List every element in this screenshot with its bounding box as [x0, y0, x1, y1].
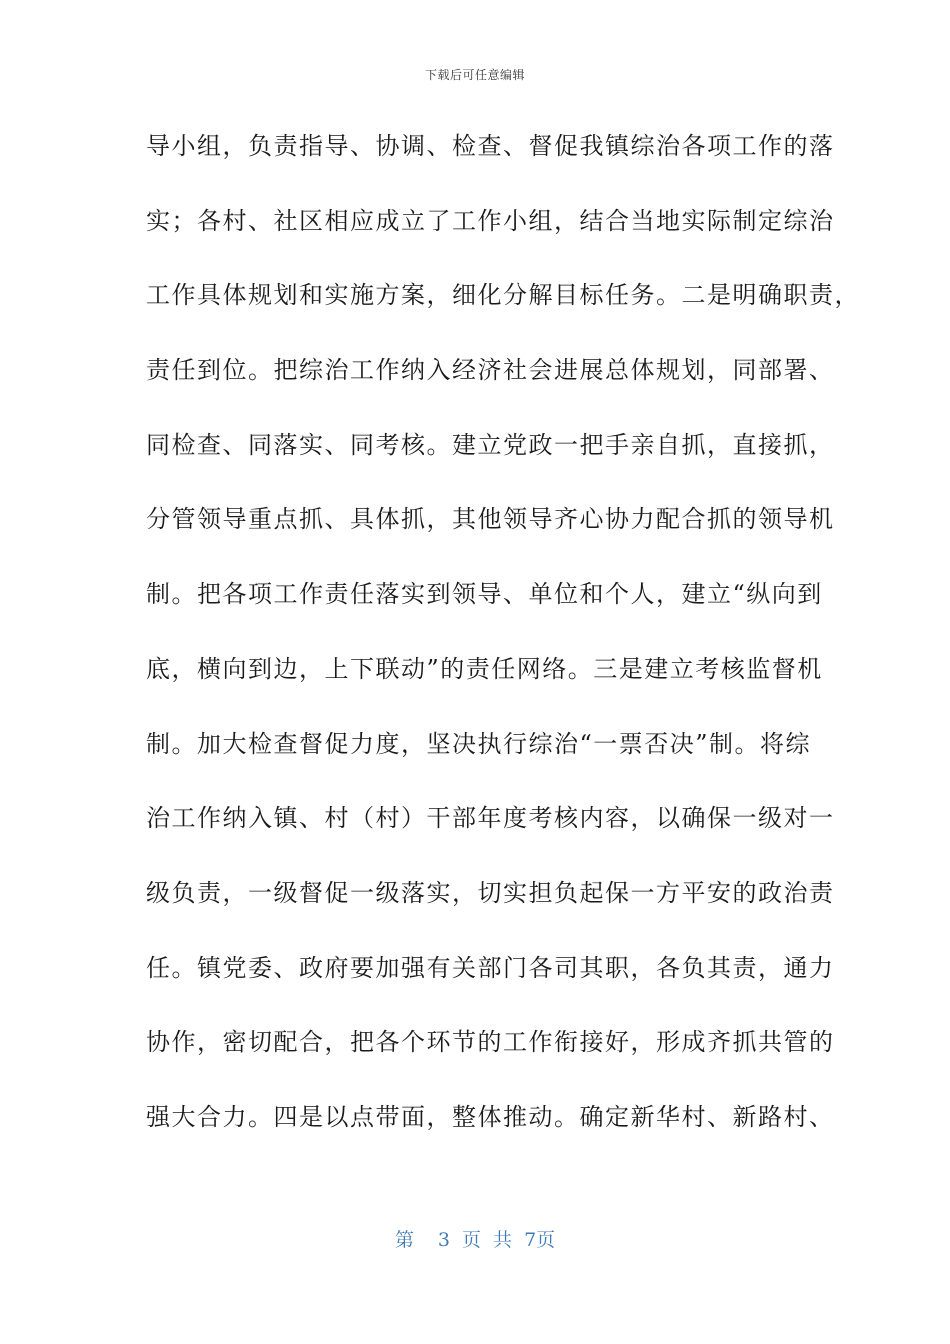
text-line-13: 协作，密切配合，把各个环节的工作衔接好，形成齐抓共管的 — [146, 1028, 835, 1057]
page-header-note: 下载后可任意编辑 — [424, 68, 525, 82]
page-number: 第 3 页 共 7页 — [394, 1229, 556, 1251]
text-line-11: 级负责，一级督促一级落实，切实担负起保一方平安的政治责 — [146, 878, 835, 907]
text-line-1: 导小组，负责指导、协调、检查、督促我镇综治各项工作的落 — [146, 132, 835, 160]
text-line-12: 任。镇党委、政府要加强有关部门各司其职，各负其责，通力 — [146, 953, 835, 982]
text-line-4: 责任到位。把综治工作纳入经济社会进展总体规划，同部署、 — [146, 356, 835, 385]
text-line-9: 制。加大检查督促力度，坚决执行综治“一票否决”制。将综 — [146, 729, 812, 758]
text-line-6: 分管领导重点抓、具体抓，其他领导齐心协力配合抓的领导机 — [146, 505, 835, 534]
text-line-7: 制。把各项工作责任落实到领导、单位和个人，建立“纵向到 — [146, 580, 823, 609]
text-line-8: 底，横向到边，上下联动”的责任网络。三是建立考核监督机 — [146, 654, 823, 683]
body-text — [146, 126, 860, 1172]
text-line-2: 实；各村、社区相应成立了工作小组，结合当地实际制定综治 — [146, 206, 835, 235]
text-line-10: 治工作纳入镇、村（村）干部年度考核内容，以确保一级对一 — [146, 804, 835, 833]
text-line-5: 同检查、同落实、同考核。建立党政一把手亲自抓，直接抓， — [146, 430, 835, 459]
text-line-3: 工作具体规划和实施方案，细化分解目标任务。二是明确职责， — [146, 281, 860, 310]
text-line-14: 强大合力。四是以点带面，整体推动。确定新华村、新路村、 — [146, 1102, 835, 1131]
